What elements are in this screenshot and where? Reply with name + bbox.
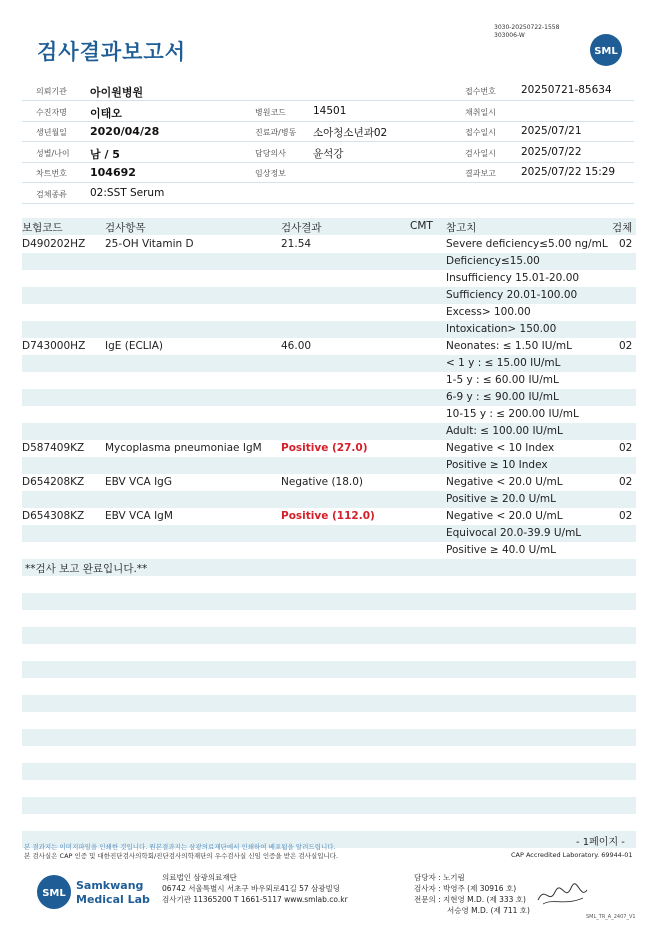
cell-ref: Positive ≥ 40.0 U/mL <box>446 544 556 556</box>
col-specimen: 검체 <box>612 222 633 234</box>
cell-item: IgE (ECLIA) <box>105 340 164 352</box>
table-row <box>22 423 636 440</box>
header-label: 생년월일 <box>36 128 67 137</box>
cell-result: Positive (27.0) <box>281 442 368 454</box>
cell-result: Negative (18.0) <box>281 476 364 488</box>
cell-spec: 02 <box>619 476 633 488</box>
table-row <box>22 695 636 712</box>
table-row <box>22 253 636 270</box>
header-label: 의뢰기관 <box>36 87 67 96</box>
cell-result: 21.54 <box>281 238 312 250</box>
table-row <box>22 610 636 627</box>
cell-result: Positive (112.0) <box>281 510 375 522</box>
header-value: 2025/07/21 <box>521 125 582 137</box>
addr-line: 06742 서울특별시 서초구 바우뫼로41길 57 삼광빌딩 <box>162 884 341 893</box>
table-row <box>22 627 636 644</box>
header-label: 검사일시 <box>465 148 496 158</box>
table-row <box>22 236 636 253</box>
table-row <box>22 321 636 338</box>
header-value: 남 / 5 <box>90 147 120 161</box>
cell-code: D654208KZ <box>22 476 85 488</box>
addr-line: 검사기관 11365200 T 1661-5117 www.smlab.co.kr <box>162 895 348 904</box>
cell-ref: Negative < 20.0 U/mL <box>446 476 563 488</box>
doc-id-1: 3030-20250722-1558 <box>494 24 560 31</box>
header-label: 병원코드 <box>255 107 286 117</box>
table-row <box>22 508 636 525</box>
cell-item: 25-OH Vitamin D <box>105 238 194 250</box>
header-value: 이태오 <box>90 106 122 120</box>
table-row <box>22 678 636 695</box>
report-title: 검사결과보고서 <box>37 40 187 64</box>
cell-result: 46.00 <box>281 340 312 352</box>
cell-ref: 6-9 y : ≤ 90.00 IU/mL <box>446 391 559 403</box>
header-value: 104692 <box>90 166 136 179</box>
header-label: 진료과/병동 <box>255 128 297 137</box>
lab-address <box>162 872 348 905</box>
cell-spec: 02 <box>619 510 633 522</box>
table-row <box>22 559 636 576</box>
cell-ref: Deficiency≤15.00 <box>446 255 540 267</box>
table-header <box>22 218 636 235</box>
cell-ref: Negative < 10 Index <box>446 442 555 454</box>
header-label: 접수일시 <box>465 128 496 137</box>
cell-ref: Positive ≥ 20.0 U/mL <box>446 493 556 505</box>
table-row <box>22 712 636 729</box>
header-value: 2025/07/22 <box>521 145 582 158</box>
header-label: 접수번호 <box>465 87 496 96</box>
cell-ref: Equivocal 20.0-39.9 U/mL <box>446 527 582 539</box>
cell-ref: Intoxication> 150.00 <box>446 323 557 335</box>
table-row <box>22 644 636 661</box>
doc-id-2: 303006-W <box>494 32 525 39</box>
cell-code: D743000HZ <box>22 340 86 352</box>
col-code: 보험코드 <box>22 222 63 234</box>
cell-spec: 02 <box>619 340 633 352</box>
table-row <box>22 440 636 457</box>
staff-line: 담당자 : 노기림 <box>414 873 465 882</box>
header-value: 2020/04/28 <box>90 125 160 138</box>
cell-code: D587409KZ <box>22 442 85 454</box>
table-row <box>22 355 636 372</box>
table-row <box>22 576 636 593</box>
cell-ref: Negative < 20.0 U/mL <box>446 510 563 522</box>
cell-ref: Severe deficiency≤5.00 ng/mL <box>446 238 608 250</box>
table-row <box>22 797 636 814</box>
samkwang-logo <box>36 872 156 916</box>
cell-ref: Positive ≥ 10 Index <box>446 459 548 471</box>
table-row <box>22 491 636 508</box>
header-row <box>22 142 634 163</box>
table-row <box>22 457 636 474</box>
table-row <box>22 746 636 763</box>
table-row <box>22 542 636 559</box>
header-value: 윤석강 <box>313 147 344 160</box>
header-label: 성별/나이 <box>36 148 70 158</box>
header-label: 수진자명 <box>36 107 67 117</box>
table-row <box>22 270 636 287</box>
col-reference: 참고치 <box>446 222 477 234</box>
table-row <box>22 287 636 304</box>
table-row <box>22 474 636 491</box>
staff-line: 서승영 M.D. (제 711 호) <box>447 906 530 915</box>
cell-code: D490202HZ <box>22 238 86 250</box>
cell-ref: 1-5 y : ≤ 60.00 IU/mL <box>446 374 559 386</box>
header-row <box>22 80 634 101</box>
cell-spec: 02 <box>619 442 633 454</box>
table-row <box>22 406 636 423</box>
header-label: 임상정보 <box>255 169 286 178</box>
cell-code: D654308KZ <box>22 510 85 522</box>
footer-note-image: 본 결과지는 이미지파일을 인쇄한 것입니다. 원본결과지는 삼광의료재단에서 인쇄하여 배포됨을 알려드립니다. <box>24 843 336 851</box>
header-row <box>22 101 634 122</box>
samkwang-logo-mark: SML <box>42 888 66 899</box>
table-row <box>22 338 636 355</box>
cell-ref: Sufficiency 20.01-100.00 <box>446 289 578 301</box>
cell-ref: < 1 y : ≤ 15.00 IU/mL <box>446 357 561 369</box>
cell-spec: 02 <box>619 238 633 250</box>
table-row <box>22 814 636 831</box>
header-value: 14501 <box>313 104 347 117</box>
cell-ref: 10-15 y : ≤ 200.00 IU/mL <box>446 408 579 420</box>
logo-line-2: Medical Lab <box>76 893 150 906</box>
header-label: 검체종류 <box>36 189 67 199</box>
header-row <box>22 162 634 183</box>
sml-logo <box>589 33 623 67</box>
table-row <box>22 729 636 746</box>
header-label: 담당의사 <box>255 148 286 158</box>
col-cmt: CMT <box>410 220 433 232</box>
table-row <box>22 763 636 780</box>
table-row <box>22 372 636 389</box>
cell-code: **검사 보고 완료입니다.** <box>25 563 148 575</box>
staff-signature-block <box>414 872 530 916</box>
table-row <box>22 780 636 797</box>
page-number: - 1페이지 - <box>576 837 625 848</box>
table-row <box>22 389 636 406</box>
cap-accreditation: CAP Accredited Laboratory. 69944-01 <box>511 851 633 859</box>
header-value: 아이원병원 <box>90 86 144 99</box>
cell-item: Mycoplasma pneumoniae IgM <box>105 442 262 454</box>
header-label: 결과보고 <box>465 169 496 178</box>
cell-ref: Insufficiency 15.01-20.00 <box>446 272 580 284</box>
footer-note-accreditation: 본 검사실은 CAP 인증 및 대한진단검사의학회/진단검사의학재단의 우수검사실 신임 인증을 받은 검사실입니다. <box>24 852 339 860</box>
logo-line-1: Samkwang <box>76 879 144 892</box>
cell-item: EBV VCA IgG <box>105 476 172 488</box>
signature-image <box>535 880 590 908</box>
header-value: 2025/07/22 15:29 <box>521 166 616 178</box>
header-value: 02:SST Serum <box>90 186 165 199</box>
table-row <box>22 525 636 542</box>
cell-ref: Excess> 100.00 <box>446 306 531 318</box>
col-item: 검사항목 <box>105 222 146 234</box>
header-value: 20250721-85634 <box>521 84 612 96</box>
header-label: 차트번호 <box>36 169 67 178</box>
header-row <box>22 121 634 142</box>
header-row <box>22 183 634 204</box>
staff-line: 전문의 : 지현영 M.D. (제 333 호) <box>414 895 526 904</box>
cell-item: EBV VCA IgM <box>105 510 173 522</box>
cell-ref: Adult: ≤ 100.00 IU/mL <box>446 425 563 437</box>
cell-ref: Neonates: ≤ 1.50 IU/mL <box>446 340 572 352</box>
staff-line: 검사자 : 박영주 (제 30916 호) <box>414 884 517 893</box>
table-row <box>22 304 636 321</box>
header-label: 채취일시 <box>465 107 496 117</box>
col-result: 검사결과 <box>281 222 322 234</box>
document-id <box>494 24 559 40</box>
addr-line: 의료법인 삼광의료재단 <box>162 873 237 882</box>
header-value: 소아청소년과02 <box>313 127 388 139</box>
table-row <box>22 661 636 678</box>
form-id: SML_TR_A_2407_V1 <box>586 914 636 920</box>
sml-logo-text: SML <box>594 46 618 57</box>
table-row <box>22 593 636 610</box>
